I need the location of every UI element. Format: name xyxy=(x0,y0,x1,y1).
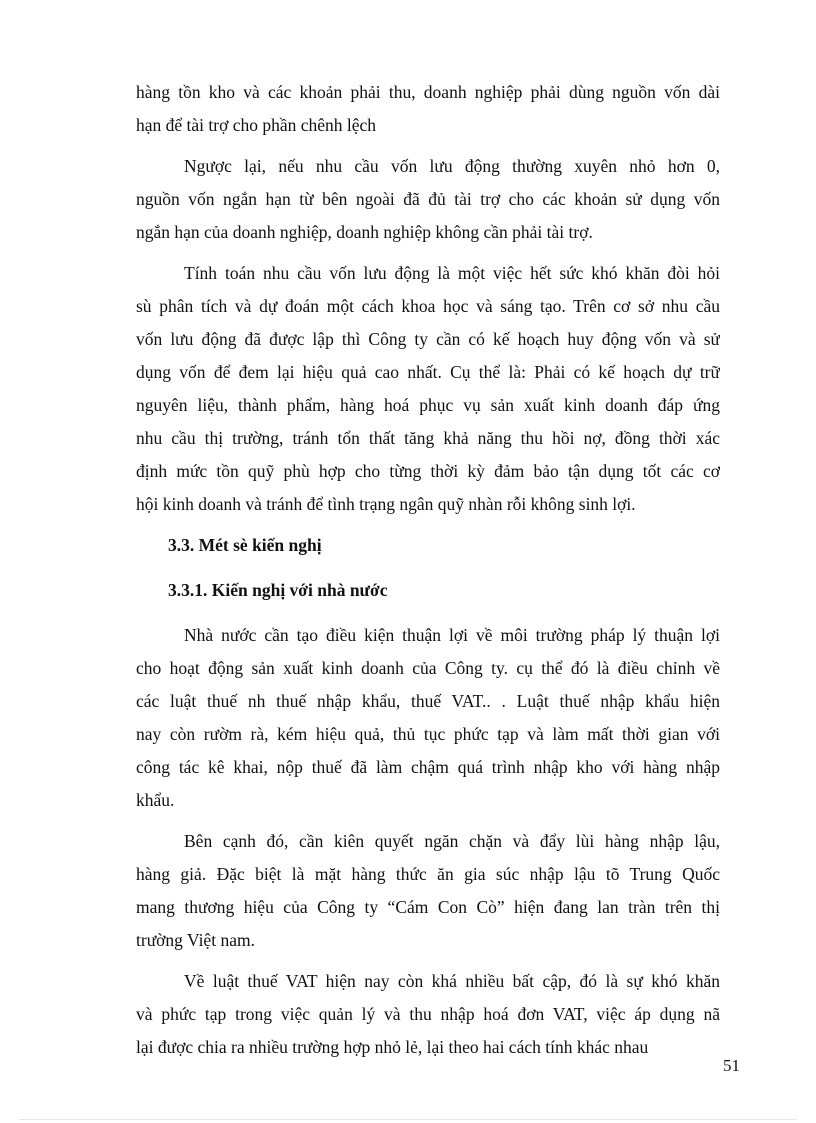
text-line: sù phân tích và dự đoán một cách khoa học và sáng tạo. Trên cơ sở nhu cầu xyxy=(136,296,720,316)
text-line: hàng giả. Đặc biệt là mặt hàng thức ăn gia súc nhập lậu tõ Trung Quốc xyxy=(136,864,720,884)
text-line: Tính toán nhu cầu vốn lưu động là một việc hết sức khó khăn đòi hỏi xyxy=(184,263,720,283)
text-line: định mức tồn quỹ phù hợp cho từng thời kỳ đảm bảo tận dụng tốt các cơ xyxy=(136,461,720,481)
text-line: vốn lưu động đã được lập thì Công ty cần có kế hoạch huy động vốn và sử xyxy=(136,329,720,349)
text-line: ngắn hạn của doanh nghiệp, doanh nghiệp không cần phải tài trợ. xyxy=(136,222,593,242)
text-line: dụng vốn để đem lại hiệu quả cao nhất. Cụ thể là: Phải có kế hoạch dự trữ xyxy=(136,362,720,382)
text-line: Về luật thuế VAT hiện nay còn khá nhiều bất cập, đó là sự khó khăn xyxy=(184,971,720,991)
text-line: và phức tạp trong việc quản lý và thu nhập hoá đơn VAT, việc áp dụng nã xyxy=(136,1004,720,1024)
paragraph-continuation xyxy=(136,76,720,142)
text-line: các luật thuế nh thuế nhập khẩu, thuế VAT.. . Luật thuế nhập khẩu hiện xyxy=(136,691,720,711)
paragraph xyxy=(136,825,720,957)
subsection-heading: 3.3.1. Kiến nghị với nhà nước xyxy=(168,580,388,600)
paragraph xyxy=(136,257,720,521)
page-number: 51 xyxy=(723,1056,740,1075)
paragraph xyxy=(136,619,720,817)
text-line: Bên cạnh đó, cần kiên quyết ngăn chặn và đẩy lùi hàng nhập lậu, xyxy=(184,831,720,851)
paragraph xyxy=(136,965,720,1064)
text-line: hạn để tài trợ cho phần chênh lệch xyxy=(136,115,377,135)
text-line: Nhà nước cần tạo điều kiện thuận lợi về môi trường pháp lý thuận lợi xyxy=(184,625,720,645)
text-line: cho hoạt động sản xuất kinh doanh của Công ty. cụ thể đó là điều chỉnh về xyxy=(136,658,720,678)
text-line: mang thương hiệu của Công ty “Cám Con Cò” hiện đang lan tràn trên thị xyxy=(136,897,720,917)
text-line: lại được chia ra nhiều trường hợp nhỏ lẻ, lại theo hai cách tính khác nhau xyxy=(136,1037,649,1057)
text-line: trường Việt nam. xyxy=(136,930,255,950)
text-line: khẩu. xyxy=(136,790,175,810)
text-line: công tác kê khai, nộp thuế đã làm chậm quá trình nhập kho với hàng nhập xyxy=(136,757,720,777)
text-line: nay còn rườm rà, kém hiệu quả, thủ tục phức tạp và làm mất thời gian với xyxy=(136,724,720,744)
footer-divider xyxy=(20,1119,796,1120)
section-heading: 3.3. Mét sè kiến nghị xyxy=(168,535,322,555)
text-line: nguyên liệu, thành phẩm, hàng hoá phục vụ sản xuất kinh doanh đáp ứng xyxy=(136,395,720,415)
text-line: hàng tồn kho và các khoản phải thu, doanh nghiệp phải dùng nguồn vốn dài xyxy=(136,82,720,102)
document-page xyxy=(136,76,720,1072)
paragraph xyxy=(136,150,720,249)
text-line: hội kinh doanh và tránh để tình trạng ngân quỹ nhàn rỗi không sinh lợi. xyxy=(136,494,636,514)
text-line: nguồn vốn ngắn hạn từ bên ngoài đã đủ tài trợ cho các khoản sử dụng vốn xyxy=(136,189,720,209)
text-line: Ngược lại, nếu nhu cầu vốn lưu động thường xuyên nhỏ hơn 0, xyxy=(184,156,720,176)
text-line: nhu cầu thị trường, tránh tổn thất tăng khả năng thu hồi nợ, đồng thời xác xyxy=(136,428,720,448)
